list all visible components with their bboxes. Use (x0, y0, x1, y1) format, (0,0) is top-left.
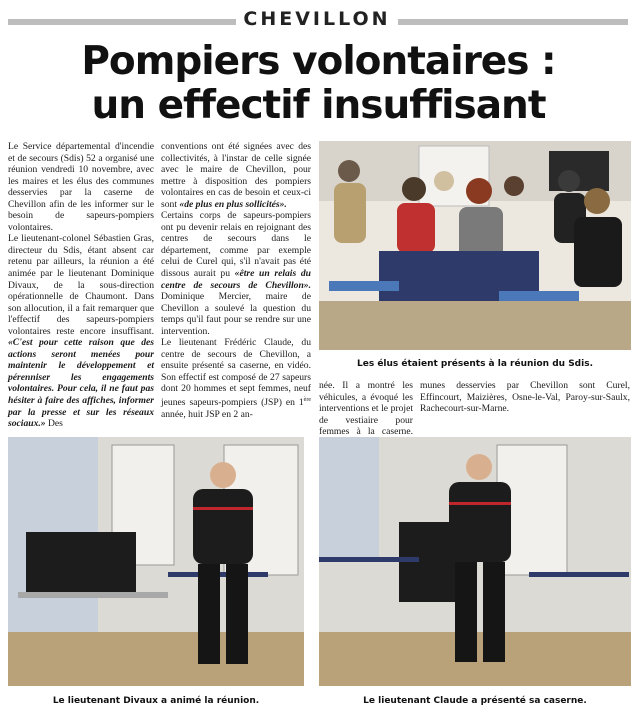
quote: «C'est pour cette raison que des actions seront menées pour maintenir le développement et pérenniser les engagements volontaires. Pour cela, il ne faut pas hésiter à faire des affiches, informer par la presse et sur les réseaux sociaux.» (8, 337, 154, 430)
paragraph: Certains corps de sapeurs-pompiers ont pu devenir relais en rejoignant des centres de secours dans le département, comme par exemple celui de Curel qui, s'il n'avait pas été dissous aurait pu «être un relais du centre de secours de Chevillon». Dominique Mercier, maire de Chevillon a soulevé la question du temps qu'il faut pour se rendre sur une intervention. (161, 210, 311, 337)
photo-caption-3: Le lieutenant Claude a présenté sa caserne. (363, 696, 587, 706)
rubric-title: CHEVILLON (243, 8, 391, 30)
paragraph: Le Service départemental d'incendie et de secours (Sdis) 52 a organisé une réunion vendredi 10 novembre, avec les maires et les élus des communes desservies par la caserne de Chevillon afin de les informer sur le besoin de sapeurs-pompiers volontaires. (8, 141, 154, 233)
paragraph: Le lieutenant-colonel Sébastien Gras, directeur du Sdis, étant absent car retenu par ailleurs, la réunion a été animée par le lieutenant Dominique Divaux, de la sous-direction opérationnelle de Chaumont. Dans son allocution, il a fait remarquer que l'effectif des sapeurs-pompiers volontaires reste encore insuffisant. «C'est pour cette raison que des actions seront menées pour maintenir le développement et pérenniser les engagements volontaires. Pour cela, il ne faut pas hésiter à faire des affiches, informer par la presse et sur les réseaux sociaux.» Des (8, 233, 154, 430)
headline-line-1: Pompiers volontaires : (81, 39, 556, 84)
article-column-3: née. Il a montré les véhicules, a évoqué les interventions et le projet de vestiaire pour femmes à la caserne. (319, 380, 413, 438)
paragraph: Le lieutenant Frédéric Claude, du centre de secours de Chevillon, a ensuite présenté sa caserne, en vidéo. Son effectif est composé de 27 sapeurs dont 20 hommes et sept femmes, neuf jeunes sapeurs-pompiers (JSP) en 1ère année, huit JSP en 2 an- (161, 337, 311, 420)
section-rubric (0, 8, 637, 32)
photo-caption-1: Les élus étaient présents à la réunion du Sdis. (356, 359, 593, 369)
photo-caption-2: Le lieutenant Divaux a animé la réunion. (52, 696, 260, 706)
article-column-4: munes desservies par Chevillon sont Curel, Effincourt, Maizières, Osne-le-Val, Paroy-sur-Saulx, Rachecourt-sur-Marne. (420, 380, 630, 415)
paragraph: conventions ont été signées avec des collectivités, à l'instar de celle signée avec le maire de Chevillon, pour mettre à disposition des pompiers volontaires en cas de besoin et ceux-ci sont «de plus en plus sollicités». (161, 141, 311, 210)
quote: «de plus en plus sollicités». (179, 198, 287, 210)
rubric-bar-right (398, 19, 628, 25)
rubric-bar-left (8, 19, 236, 25)
headline-line-2: un effectif insuffisant (91, 83, 546, 128)
quote: «être un relais du centre de secours de Chevillon». (161, 268, 311, 291)
headline (0, 40, 637, 128)
article-column-1 (8, 141, 154, 437)
photo-lieutenant-divaux (8, 437, 304, 686)
article-column-2 (161, 141, 311, 437)
photo-lieutenant-claude (319, 437, 631, 686)
photo-audience (319, 141, 631, 350)
